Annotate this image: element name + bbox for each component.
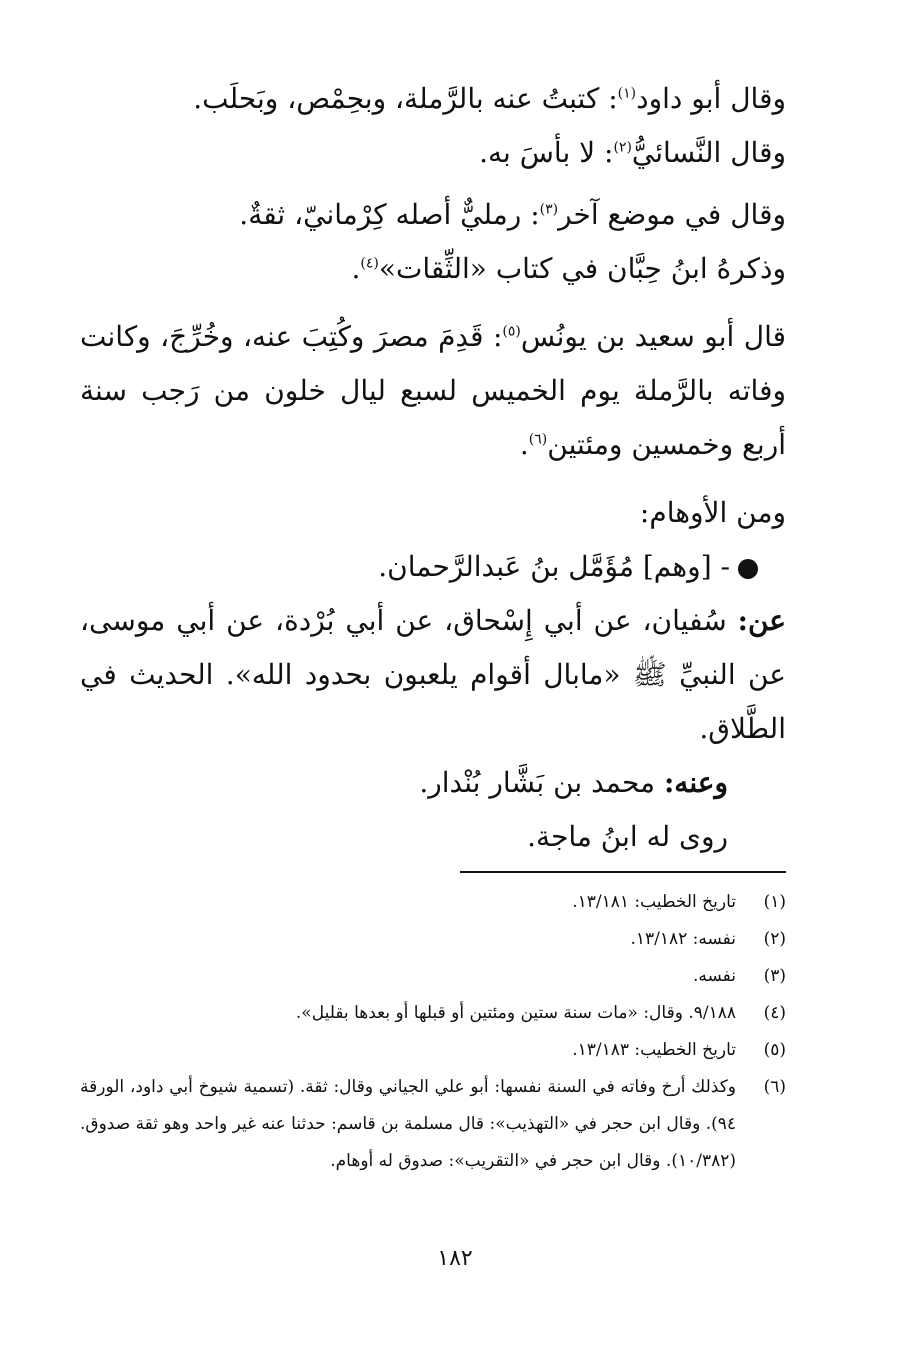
footnote-item [80, 995, 786, 1032]
footnote-text: نفسه: ١٣/١٨٢. [630, 929, 736, 949]
paragraph-an [80, 594, 786, 756]
text-span: : رمليٌّ أصله كِرْمانيّ، ثقةٌ. [239, 198, 540, 231]
an-label: عن: [737, 604, 786, 637]
footnote-item [80, 884, 786, 921]
footnote-item [80, 1032, 786, 1069]
text-span: قال أبو سعيد بن يونُس [520, 320, 787, 353]
wanhu-text: محمد بن بَشَّار بُنْدار. [419, 766, 664, 799]
footnote-divider [460, 871, 786, 873]
paragraph-abu-dawud [80, 72, 786, 180]
footnote-item [80, 1069, 786, 1180]
footnote-number: (٢) [763, 929, 786, 949]
footnote-ref-3[interactable]: (٣) [539, 201, 559, 218]
spacer [80, 472, 786, 486]
footnote-text: ٩/١٨٨. وقال: «مات سنة ستين ومئتين أو قبلها أو بعدها بقليل». [295, 1003, 736, 1023]
spacer [80, 296, 786, 310]
paragraph-rawa: روى له ابنُ ماجة. [527, 820, 728, 853]
paragraph-wanhu [80, 756, 786, 810]
text-span: : قَدِمَ مصرَ وكُتِبَ عنه، وخُرِّجَ، وكانت وفاته بالرَّملة يوم الخميس لسبع ليال خلون من رَجب سنة أربع وخمسين ومئتين [80, 320, 786, 461]
text-span: وقال النَّسائيُّ [631, 136, 786, 169]
footnote-ref-1[interactable]: (١) [617, 85, 637, 102]
bullet-icon [738, 559, 758, 579]
footnote-ref-4[interactable]: (٤) [360, 255, 379, 272]
text-span: . [519, 428, 529, 461]
page-number: ١٨٢ [437, 1246, 473, 1271]
footnote-number: (٣) [763, 966, 786, 986]
text-span: . [351, 252, 361, 285]
footnote-item [80, 921, 786, 958]
footnotes [80, 884, 786, 1180]
footnote-item [80, 958, 786, 995]
paragraph-another-place [80, 188, 786, 296]
text-span: وذكرهُ ابنُ حِبَّان في كتاب «الثِّقات» [378, 252, 786, 285]
an-text: سُفيان، عن أبي إِسْحاق، عن أبي بُرْدة، عن أبي موسى، عن النبيِّ ﷺ «مابال أقوام يلعبون بحدود الله». الحديث في الطَّلاق. [80, 604, 786, 745]
footnote-ref-6[interactable]: (٦) [528, 431, 548, 448]
text-span: وقال في موضع آخر [558, 198, 786, 231]
footnote-text: وكذلك أرخ وفاته في السنة نفسها: أبو علي الجياني وقال: ثقة. (تسمية شيوخ أبي داود، الورقة ٩٤). وقال ابن حجر في «التهذيب»: قال مسلمة بن قاسم: حدثنا عنه غير واحد وهو ثقة صدوق. (١٠/٣٨٢). وقال ابن حجر في «التقريب»: صدوق له أوهام. [80, 1077, 736, 1171]
footnote-number: (٥) [763, 1040, 786, 1060]
footnote-ref-2[interactable]: (٢) [613, 139, 632, 156]
awham-item-text: - [وهم] مُؤَمَّل بنُ عَبدالرَّحمان. [378, 550, 730, 583]
paragraph-ibn-yunus [80, 310, 786, 472]
wanhu-label: وعنه: [663, 766, 728, 799]
footnote-text: تاريخ الخطيب: ١٣/١٨١. [572, 892, 736, 912]
awham-item [80, 540, 786, 594]
footnote-number: (٦) [763, 1077, 786, 1097]
footnote-text: نفسه. [692, 966, 736, 986]
spacer [80, 180, 786, 188]
footnote-number: (٤) [763, 1003, 786, 1023]
awham-heading: ومن الأوهام: [639, 496, 786, 529]
text-span: : لا بأسَ به. [479, 136, 614, 169]
footnote-ref-5[interactable]: (٥) [502, 323, 521, 340]
footnote-text: تاريخ الخطيب: ١٣/١٨٣. [572, 1040, 736, 1060]
text-span: وقال أبو داود [636, 82, 786, 115]
main-text [80, 72, 786, 864]
footnote-number: (١) [763, 892, 786, 912]
text-span: : كتبتُ عنه بالرَّملة، وبحِمْص، وبَحلَب. [193, 82, 618, 115]
